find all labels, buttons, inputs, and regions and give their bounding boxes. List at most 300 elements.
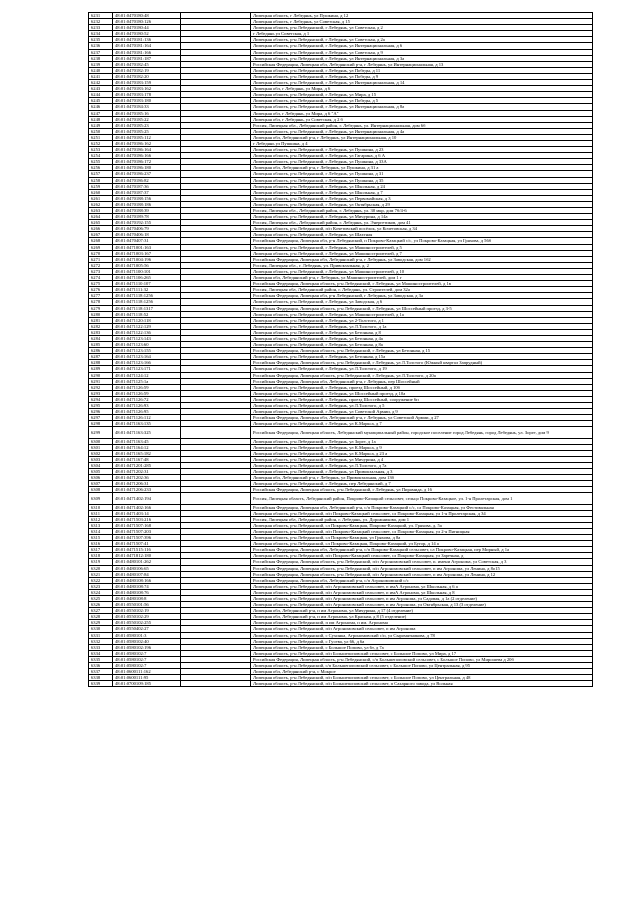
cadastral-number-cell: 48:01:0471123:143: [113, 335, 181, 341]
row-number-cell: 6271: [89, 256, 113, 262]
cadastral-number-cell: 48:01:0470183:180: [113, 98, 181, 104]
address-cell: Липецкая область, р-н Лебедянский, п/п Агрономовский сельсовет, п им Агронома, ул Октябрьская, д 13 (3 отделение): [251, 602, 593, 608]
address-cell: Российская Федерация, Липецкая область, р-н Лебедянский, г Лебедянь, ул Л.Толстого, д 20а: [251, 372, 593, 378]
cadastral-number-cell: 48:01:0470186:237: [113, 171, 181, 177]
row-number-cell: 6266: [89, 226, 113, 232]
row-number-cell: 6327: [89, 608, 113, 614]
address-cell: Липецкая область, р-н Лебедянский, сл Покрово-Казацкая, Покрово-Казацкий, ул. Гряхова, д. 5а: [251, 522, 593, 528]
cadastral-number-cell: 48:01:0470185:112: [113, 134, 181, 140]
cadastral-number-cell: 48:01:0470188:39: [113, 208, 181, 214]
cadastral-number-cell: 48:01:0470186:180: [113, 165, 181, 171]
row-number-cell: 6235: [89, 37, 113, 43]
cadastral-number-cell: 48:01:0471402:166: [113, 504, 181, 510]
address-cell: Российская Федерация, Липецкая область, Лебедянский муниципальный район, городское поселение город Лебедянь, город Лебедянь, ул. Зорге, дом 9: [251, 427, 593, 438]
row-number-cell: 6306: [89, 475, 113, 481]
row-number-cell: 6262: [89, 201, 113, 207]
row-number-cell: 6257: [89, 171, 113, 177]
row-number-cell: 6339: [89, 681, 113, 687]
address-cell: Липецкая обл, Лебедянский р-н, г Лебедянь, ул Машиностроителей, дом 1 г: [251, 275, 593, 281]
cadastral-number-cell: 48:01:0471106:265: [113, 275, 181, 281]
address-cell: Липецкая обл, г Лебедянь, ул Мира, д 6: [251, 86, 593, 92]
address-cell: Липецкая область, р-н Лебедянский, г Лебедянь, проезд Шоссейный, д 10б: [251, 384, 593, 390]
address-cell: Липецкая область, р-н Лебедянский, сл Покрово-Казацкая, Покрово-Казацкий, ул Бугор, д 14 а: [251, 541, 593, 547]
address-cell: Россия, Липецкая обл., Лебедянский район, г. Лебедянь, ул. 30 мкр, дом 7б/4-6: [251, 208, 593, 214]
address-cell: Липецкая область, р-н Лебедянский, г Лебедянь, ул Зорге, д 1а: [251, 438, 593, 444]
row-number-cell: 6338: [89, 675, 113, 681]
row-number-cell: 6283: [89, 329, 113, 335]
row-number-cell: 6315: [89, 535, 113, 541]
address-cell: Российская Федерация, Липецкая обл, Лебедянский р-н, г Лебедянь, ул Заводская, дом 1б2: [251, 256, 593, 262]
row-number-cell: 6277: [89, 293, 113, 299]
address-cell: Липецкая область, р-н Лебедянский, п/п Агрономовский сельсовет, п имА Агронома, ул Школьная, д 6 а: [251, 583, 593, 589]
row-number-cell: 6324: [89, 589, 113, 595]
cadastral-number-cell: 48:01:0471123:164: [113, 354, 181, 360]
cadastral-number-cell: 48:01:0471001:163: [113, 244, 181, 250]
cadastral-number-cell: 48:01:0470186:172: [113, 159, 181, 165]
address-cell: Липецкая обл, г Лебедянь, ул Советская, д 2 б: [251, 116, 593, 122]
cadastral-number-cell: 48:01:0471201:285: [113, 462, 181, 468]
empty-cell: [181, 493, 251, 504]
row-number-cell: 6308: [89, 487, 113, 493]
address-cell: Липецкая область, р-н Лебедянский, п/п Агрономовский сельсовет, п имА Агронома, ул Школьная, д 8: [251, 589, 593, 595]
row-number-cell: 6276: [89, 287, 113, 293]
row-number-cell: 6291: [89, 378, 113, 384]
address-cell: Липецкая область, р-н Лебедянский, г Лебедянь, ул Бетонная, д 15а: [251, 354, 593, 360]
row-number-cell: 6259: [89, 183, 113, 189]
cadastral-number-cell: 48:01:0470182:19: [113, 67, 181, 73]
cadastral-number-cell: 48:01:0471126:95: [113, 409, 181, 415]
address-cell: Липецкая область, р-н Лебедянский, г Лебедянь, ул Мира, д 15: [251, 92, 593, 98]
cadastral-number-cell: 48:01:0471124:12: [113, 372, 181, 378]
address-cell: Липецкая обл, г Лебедянь, ул Мира, д 6 "А": [251, 110, 593, 116]
row-number-cell: 6238: [89, 55, 113, 61]
address-cell: Российская Федерация, Липецкая область, р-н Лебедянский, г Лебедянь, ул Шоссейный проезд, д 3-5: [251, 305, 593, 311]
row-number-cell: 6234: [89, 31, 113, 37]
row-number-cell: 6239: [89, 61, 113, 67]
address-cell: Липецкая область, р-н Лебедянский, г Лебедянь, пер Лебедянский, д 7: [251, 481, 593, 487]
address-cell: Липецкая обл, Лебедянский р-н, п им Агронома, ул Мичурина, д 17 (4 отделение): [251, 608, 593, 614]
address-cell: Липецкая область, р-н Лебедянский, г Лебедянь, ул Интернациональная, д 14: [251, 80, 593, 86]
address-cell: Российская Федерация, Липецкая область, р-н Лебедянский, г Лебедянь, ул Пирамида, д 16: [251, 487, 593, 493]
row-number-cell: 6322: [89, 577, 113, 583]
address-cell: Липецкая область, р-н Лебедянский, г Лебедянь, ул Победы, д 9: [251, 73, 593, 79]
address-cell: Липецкая область, г Лебедянь, ул Советская, д 15: [251, 19, 593, 25]
cadastral-number-cell: 48:01:0480107:84: [113, 571, 181, 577]
address-cell: Липецкая область, р-н Лебедянский, г Лебедянь, ул Пушкина, д 35: [251, 177, 593, 183]
address-cell: Липецкая область, р-н Лебедянский, г Лебедянь, ул Л.Толстого, д 19: [251, 366, 593, 372]
address-cell: Россия, Липецкая обл, Лебедянский район, г. Лебедянь, ул. Дорожникова, дом 1: [251, 516, 593, 522]
cadastral-number-cell: 48:01:0470181:164: [113, 43, 181, 49]
cadastral-number-cell: 48:01:0470186:162: [113, 140, 181, 146]
row-number-cell: 6247: [89, 110, 113, 116]
cadastral-number-cell: 48:01:0471206:31: [113, 481, 181, 487]
registry-table-body: [89, 13, 593, 687]
row-number-cell: 6254: [89, 153, 113, 159]
address-cell: Липецкая область, р-н Лебедянский, г Лебедянь, ул Интернациональная, д 8а: [251, 104, 593, 110]
address-cell: Липецкая область, р-н Лебедянский, г Лебедянь, ул Шоссейный проезд, д 10а: [251, 390, 593, 396]
address-cell: Российская Федерация, Липецкая область, р-н Лебедянский, п/п Агрономовский сельсовет, п им Агронома, ул Ленина, д 8о15: [251, 565, 593, 571]
row-number-cell: 6275: [89, 281, 113, 287]
cadastral-number-cell: 48:01:0470180:48: [113, 13, 181, 19]
address-cell: Липецкая область, р-н Лебедянский, п/п Большепоповский сельсовет, с Большое Попово, ул Центральная, д 48: [251, 675, 593, 681]
address-cell: Липецкая область, р-н Лебедянский, п/п Агрономовский сельсовет, п им Агронома, ул Садовая, д 1а (2 отделение): [251, 596, 593, 602]
address-cell: Липецкая обл, Лебедянский р-н, г Лебедянь, ул Привокзальная, дом 13б: [251, 475, 593, 481]
row-number-cell: 6280: [89, 311, 113, 317]
row-number-cell: 6244: [89, 92, 113, 98]
address-cell: Липецкая область, р-н Лебедянский, г Лебедянь, ул Школьная, д 7: [251, 189, 593, 195]
address-cell: Российская Федерация, Липецкая область, р-н Лебедянский, г Лебедянь, ул Машиностроителей, д 1в: [251, 281, 593, 287]
cadastral-number-cell: 48:01:0471122:129: [113, 323, 181, 329]
address-cell: Липецкая обл, Лебедянский р-н, с Мокрое: [251, 669, 593, 675]
address-cell: Липецкая область, р-н Лебедянский, г Лебедянь, ул Первомайская, д 3: [251, 195, 593, 201]
row-number-cell: 6237: [89, 49, 113, 55]
cadastral-number-cell: 48:01:0470186:164: [113, 147, 181, 153]
cadastral-number-cell: 48:01:0470407:31: [113, 238, 181, 244]
cadastral-number-cell: 48:01:0471118:1256: [113, 293, 181, 299]
cadastral-number-cell: 48:01:0480108:76: [113, 589, 181, 595]
cadastral-number-cell: 48:01:0471126:59: [113, 390, 181, 396]
row-number-cell: 6300: [89, 438, 113, 444]
cadastral-number-cell: 48:01:0480108:166: [113, 577, 181, 583]
cadastral-number-cell: 48:01:0600111:95: [113, 675, 181, 681]
cadastral-number-cell: 48:01:0471122:136: [113, 329, 181, 335]
address-cell: Липецкая область, р-н Лебедянский, г Лебедянь, ул Шахтная: [251, 232, 593, 238]
cadastral-number-cell: 48:01:0480108:8: [113, 596, 181, 602]
address-cell: Липецкая область, р-н Лебедянский, г Лебедянь, ул Машиностроителей, д 5: [251, 244, 593, 250]
address-cell: Липецкая область, р-н Лебедянский, г Лебедянь, ул Победы, д 11: [251, 67, 593, 73]
address-cell: Российская Федерация, Липецкая обл, Лебедянский р-н, с/п Агрономовский с/с: [251, 577, 593, 583]
cadastral-number-cell: 48:01:0471126:93: [113, 403, 181, 409]
address-cell: Липецкая область, р-н Лебедянский, г Лебедянь, ул Заводская, д 6: [251, 299, 593, 305]
address-cell: Липецкая область, р-н Лебедянский, п/п Кочетовский посёлок, ул Кочетовская, д 34: [251, 226, 593, 232]
address-cell: Липецкая область, р-н Лебедянский, п/п Агрономовский сельсовет, п им Агронома: [251, 626, 593, 632]
cadastral-number-cell: 48:01:0471123:155: [113, 348, 181, 354]
address-cell: Липецкая обл, Лебедянский р-н, г Лебедянь, ул Пушкина, д 31 а: [251, 165, 593, 171]
cadastral-number-cell: 48:01:0580102:7: [113, 663, 181, 669]
address-cell: Российская Федерация, Липецкая обл, Лебедянский р-н, с/п Покрово-Казацкий с/с, сл Покрово-Казацкая, ул Фестивальная: [251, 504, 593, 510]
row-number-cell: 6236: [89, 43, 113, 49]
row-number-cell: 6248: [89, 116, 113, 122]
cadastral-number-cell: 48:01:0470180:52: [113, 31, 181, 37]
address-cell: Российская Федерация, Липецкая обл, Лебедянский р-н, г Лебедянь, ул Интернациональная, д 13: [251, 61, 593, 67]
row-number-cell: 6279: [89, 305, 113, 311]
cadastral-number-cell: 48:01:0471003:167: [113, 250, 181, 256]
address-cell: Липецкая область, р-н Лебедянский, п им Агронома, п им. Агронома: [251, 620, 593, 626]
cadastral-number-cell: 48:01:0470187:36: [113, 183, 181, 189]
row-number-cell: 6292: [89, 384, 113, 390]
address-cell: Липецкая область, р-н Лебедянский, г Лебедянь, ул Бетонная, д 8: [251, 329, 593, 335]
row-number-cell: 6318: [89, 553, 113, 559]
cadastral-number-cell: 48:01:0470182:45: [113, 61, 181, 67]
address-cell: Липецкая область, р-н Лебедянский, г Лебедянь, ул Л.Толстого, д 5: [251, 403, 593, 409]
cadastral-number-cell: 48:01:0470182:20: [113, 73, 181, 79]
cadastral-number-cell: 48:01:0470188:156: [113, 195, 181, 201]
address-cell: Россия, Липецкая обл, Лебедянский район, г. Лебедянь, ул. Строителей, дом 32а: [251, 287, 593, 293]
cadastral-number-cell: 48:01:0471163:325: [113, 427, 181, 438]
row-number-cell: 6243: [89, 86, 113, 92]
row-number-cell: 6231: [89, 13, 113, 19]
address-cell: Липецкая область, р-н Лебедянский, г Лебедянь, ул К.Маркса, д 23 а: [251, 450, 593, 456]
row-number-cell: 6301: [89, 444, 113, 450]
row-number-cell: 6337: [89, 669, 113, 675]
cadastral-number-cell: 48:01:0471202:31: [113, 469, 181, 475]
cadastral-number-cell: 48:01:0471111:32: [113, 287, 181, 293]
row-number-cell: 6281: [89, 317, 113, 323]
row-number-cell: 6325: [89, 596, 113, 602]
cadastral-number-cell: 48:01:0471402:194: [113, 493, 181, 504]
address-cell: Липецкая область, р-н Лебедянский, г Лебедянь, ул Школьная, д 24: [251, 183, 593, 189]
cadastral-number-cell: 48:01:0471118:52: [113, 311, 181, 317]
empty-cell: [181, 681, 251, 687]
row-number-cell: 6233: [89, 25, 113, 31]
row-number-cell: 6286: [89, 348, 113, 354]
row-number-cell: 6299: [89, 427, 113, 438]
address-cell: Липецкая область, р-н Лебедянский, с Гусева, ул 66, д 6а: [251, 638, 593, 644]
cadastral-number-cell: 48:01:0480101:262: [113, 559, 181, 565]
cadastral-number-cell: 48:01:0471126:72: [113, 396, 181, 402]
address-cell: Липецкая область, р-н Лебедянский, г Лебедянь, ул Интернациональная, д 3а: [251, 55, 593, 61]
cadastral-number-cell: 48:01:0470185:16: [113, 110, 181, 116]
cadastral-number-cell: 48:01:0550402:27: [113, 626, 181, 632]
cadastral-number-cell: 48:01:0470406:79: [113, 226, 181, 232]
cadastral-number-cell: 48:01:0470186:166: [113, 153, 181, 159]
row-number-cell: 6332: [89, 638, 113, 644]
cadastral-number-cell: 48:01:0470181:136: [113, 37, 181, 43]
cadastral-number-cell: 48:01:0471123:60: [113, 342, 181, 348]
cadastral-number-cell: 48:01:0470188:186: [113, 201, 181, 207]
row-number-cell: 6249: [89, 122, 113, 128]
row-number-cell: 6304: [89, 462, 113, 468]
row-number-cell: 6288: [89, 360, 113, 366]
address-cell: Российская Федерация, Липецкая обл, р-н Лебедянский, п Покрово-Казацкий с/с, ул Покрово-Казацкая, ул Гряхова, д 56б: [251, 238, 593, 244]
row-number-cell: 6326: [89, 602, 113, 608]
row-number-cell: 6246: [89, 104, 113, 110]
row-number-cell: 6298: [89, 421, 113, 427]
cadastral-number-cell: 48:01:0471100:101: [113, 268, 181, 274]
row-number-cell: 6267: [89, 232, 113, 238]
address-cell: Липецкая область, р-н Лебедянский, г Лебедянь, ул К.Маркса, д 9: [251, 444, 593, 450]
address-cell: г Лебедянь ул Пушкина, д 4: [251, 140, 593, 146]
address-cell: Липецкая область, г Лебедянь, ул Пушкина, д 12: [251, 13, 593, 19]
cadastral-number-cell: 48:01:0471126:59: [113, 384, 181, 390]
address-cell: Липецкая область, р-н Лебедянский, г Лебедянь, ул Пушкина, д 23: [251, 147, 593, 153]
cadastral-number-cell: 48:01:0471118:1256: [113, 299, 181, 305]
address-cell: Липецкая область, р-н Лебедянский, г Лебедянь, ул Интернациональная, д 6: [251, 43, 593, 49]
table-row: [89, 493, 593, 504]
row-number-cell: 6272: [89, 262, 113, 268]
address-cell: Российская Федерация, Липецкая область, р-н Лебедянский, п/п Агрономовский сельсовет, п им Агронома, ул Ленина, д 12: [251, 571, 593, 577]
address-cell: Липецкая область, р-н Лебедянский, г Лебедянь, ул Советская, д 2а: [251, 37, 593, 43]
cadastral-number-cell: 48:01:0471120:118: [113, 317, 181, 323]
cadastral-number-cell: 48:01:0471126:112: [113, 415, 181, 421]
cadastral-number-cell: 48:01:0550101:56: [113, 602, 181, 608]
address-cell: Липецкая область, р-н Лебедянский, г Лебедянь, ул Победы, д 5: [251, 98, 593, 104]
cadastral-number-cell: 48:01:0470183:159: [113, 80, 181, 86]
cadastral-number-cell: 48:01:0471206:233: [113, 487, 181, 493]
address-cell: Липецкая область, р-н Лебедянский, п/п Покрово-Казацкий сельсовет, сл Покрово-Казацкая, ул 2-я Пятницкая: [251, 528, 593, 534]
row-number-cell: 6331: [89, 632, 113, 638]
row-number-cell: 6328: [89, 614, 113, 620]
address-cell: Липецкая область, р-н Лебедянский, с Сухинка, Агрономовский с/п, ул Сыромятникова, д 78: [251, 632, 593, 638]
cadastral-number-cell: 48:01:0471812:180: [113, 553, 181, 559]
address-cell: Россия, Липецкая обл., Лебедянский район, г. Лебедянь, ул. Энергетиков, дом 41: [251, 220, 593, 226]
row-number-cell: 6240: [89, 67, 113, 73]
cadastral-number-cell: 48:01:0580102:7: [113, 656, 181, 662]
row-number-cell: 6333: [89, 644, 113, 650]
row-number-cell: 6313: [89, 522, 113, 528]
row-number-cell: 6268: [89, 238, 113, 244]
cadastral-number-cell: 48:01:0480106:65: [113, 565, 181, 571]
row-number-cell: 6314: [89, 528, 113, 534]
address-cell: Российская Федерация, Липецкая область, р-н Лебедянский, с/п Большепоповский сельсовет, с Большое Попово, ул Мирошева д 20б: [251, 656, 593, 662]
address-cell: Липецкая область, р-н Лебедянский, с Большое Попово, ул 6т, д 7а: [251, 644, 593, 650]
cadastral-number-cell: 48:01:0471515:116: [113, 547, 181, 553]
cadastral-number-cell: 48:01:0550102:29: [113, 614, 181, 620]
row-number-cell: 6263: [89, 208, 113, 214]
row-number-cell: 6296: [89, 409, 113, 415]
row-number-cell: 6242: [89, 80, 113, 86]
address-cell: Липецкая область, р-н Лебедянский, г Лебедянь, ул Мичурина, д 4: [251, 456, 593, 462]
row-number-cell: 6278: [89, 299, 113, 305]
cadastral-number-cell: 48:01:0600111:162: [113, 669, 181, 675]
address-cell: Липецкая область, р-н Лебедянский, п/п Покрово-Казацкий сельсовет, сл Покрово-Казацкая, ул Заречная, д: [251, 553, 593, 559]
cadastral-number-cell: 48:01:0471202:36: [113, 475, 181, 481]
cadastral-number-cell: 48:01:0471403:14: [113, 510, 181, 516]
row-number-cell: 6290: [89, 372, 113, 378]
row-number-cell: 6294: [89, 396, 113, 402]
cadastral-number-cell: 48:01:0700109:185: [113, 681, 181, 687]
address-cell: Липецкая область, р-н Лебедянский, г Лебедянь, ул Машиностроителей, д 1а: [251, 311, 593, 317]
address-cell: Липецкая область, р-н Лебедянский, г Лебедянь, ул Октябрьская, д 29: [251, 201, 593, 207]
row-number-cell: 6317: [89, 547, 113, 553]
address-cell: Россия, Липецкая обл., Лебедянский район, г. Лебедянь, ул. Интернациональная, дом 6б: [251, 122, 593, 128]
row-number-cell: 6295: [89, 403, 113, 409]
row-number-cell: 6289: [89, 366, 113, 372]
address-cell: Липецкая область, р-н Лебедянский, г Лебедянь, ул Интернациональная, д 4а: [251, 128, 593, 134]
cadastral-number-cell: 48:01:0471164:12: [113, 444, 181, 450]
address-cell: Липецкая область, р-н Лебедянский, г Лебедянь, ул Гагарина, д 6 А: [251, 153, 593, 159]
address-cell: Липецкая обл, Лебедянский р-н, г Лебедянь, ул Интернациональная, д 10: [251, 134, 593, 140]
address-cell: Липецкая область, р-н Лебедянский, г Лебедянь, ул Л.Толстого, д 7а: [251, 462, 593, 468]
row-number-cell: 6307: [89, 481, 113, 487]
row-number-cell: 6302: [89, 450, 113, 456]
row-number-cell: 6311: [89, 510, 113, 516]
cadastral-number-cell: 48:01:0471123:166: [113, 360, 181, 366]
address-cell: Липецкая область, р-н Лебедянский, г Лебедянь, ул К.Маркса, д 7: [251, 421, 593, 427]
row-number-cell: 6250: [89, 128, 113, 134]
cadastral-number-cell: 48:01:0471123:171: [113, 366, 181, 372]
empty-cell: [181, 427, 251, 438]
row-number-cell: 6261: [89, 195, 113, 201]
address-cell: г Лебедянь ул Советская, д 1: [251, 31, 593, 37]
cadastral-number-cell: 48:01:0470185:25: [113, 128, 181, 134]
row-number-cell: 6320: [89, 565, 113, 571]
cadastral-number-cell: 48:01:0470185:22: [113, 116, 181, 122]
cadastral-number-cell: 48:01:0471110:107: [113, 281, 181, 287]
address-cell: Липецкая область, р-н Лебедянский, г Лебедянь, ул Пушкина, д 31: [251, 171, 593, 177]
row-number-cell: 6251: [89, 134, 113, 140]
cadastral-number-cell: 48:01:0470406:18: [113, 232, 181, 238]
row-number-cell: 6309: [89, 493, 113, 504]
row-number-cell: 6285: [89, 342, 113, 348]
address-cell: Российская Федерация, Липецкая область, р-н Лебедянский, г Лебедянь, ул Бетонная, д 15: [251, 348, 593, 354]
address-cell: Липецкая область, р-н Лебедянский, г Лебедянь, ул Машиностроителей, д 7: [251, 250, 593, 256]
row-number-cell: 6336: [89, 663, 113, 669]
row-number-cell: 6310: [89, 504, 113, 510]
address-cell: Липецкая область, р-н Лебедянский, г Лебедянь, ул Бетонная, д 8а: [251, 342, 593, 348]
address-cell: Липецкая область, р-н Лебедянский, г Лебедянь, ул Мичурина, д 14а: [251, 214, 593, 220]
row-number-cell: 6269: [89, 244, 113, 250]
address-cell: Российская Федерация, Липецкая область, р-н Лебедянский, п/п Агрономовский сельсовет, п. имени Агронома, ул Советская, д 3: [251, 559, 593, 565]
cadastral-number-cell: 48:01:0471167:48: [113, 456, 181, 462]
row-number-cell: 6265: [89, 220, 113, 226]
cadastral-number-cell: 48:01:0550102:19: [113, 608, 181, 614]
cadastral-number-cell: 48:01:0470186:82: [113, 177, 181, 183]
cadastral-number-cell: 48:01:0470187:37: [113, 189, 181, 195]
row-number-cell: 6260: [89, 189, 113, 195]
row-number-cell: 6297: [89, 415, 113, 421]
cadastral-number-cell: 48:01:0470189:78: [113, 214, 181, 220]
table-row: [89, 427, 593, 438]
cadastral-number-cell: 48:01:0470181:166: [113, 49, 181, 55]
address-cell: Липецкая область, р-н Лебедянский, сл Покрово-Казацкая, ул Гряхова, д 8а: [251, 535, 593, 541]
address-cell: Российская Федерация, Липецкая обл, Лебедянский р-н, с/п Покрово-Казацкий сельсовет, сл Покрово-Казацкая, пер Мирный, д 1а: [251, 547, 593, 553]
address-cell: Российская Федерация, Липецкая обл, Лебедянский р-н, г Лебедянь, ул Советской Армии, д 27: [251, 415, 593, 421]
row-number-cell: 6252: [89, 140, 113, 146]
address-cell: Липецкая область, р-н Лебедянский, п/п Большепоповский сельсовет, с Большое Попово, ул Мира, д 17: [251, 650, 593, 656]
cadastral-number-cell: 48:01:0471118:1317: [113, 305, 181, 311]
cadastral-number-cell: 48:01:0470185:23: [113, 122, 181, 128]
row-number-cell: 6241: [89, 73, 113, 79]
cadastral-number-cell: 48:01:0471004:196: [113, 256, 181, 262]
address-cell: Липецкая область, р-н Лебедянский, г Лебедянь, ул Бетонная, д 4а: [251, 335, 593, 341]
address-cell: Российская Федерация, Липецкая обл, р-н Лебедянский, г Лебедянь, ул Заводская, д 3а: [251, 293, 593, 299]
row-number-cell: 6256: [89, 165, 113, 171]
row-number-cell: 6270: [89, 250, 113, 256]
row-number-cell: 6334: [89, 650, 113, 656]
address-cell: Российская Федерация, Липецкая обл, Лебедянский р-н, г Лебедянь, пер Шоссейный: [251, 378, 593, 384]
address-cell: Российская Федерация, Липецкая область, р-н Лебедянский, г Лебедянь, ул Л.Толстого (Южный квартал Запрудный): [251, 360, 593, 366]
address-cell: Липецкая область, р-н Лебедянский, п/п Покрово-Казацкий сельсовет, сл Покрово-Казацкая, ул 1-я Пролетарская, д 34: [251, 510, 593, 516]
address-cell: Россия, Липецкая обл., г. Лебедянь, ул. Привокзальная, д. 2: [251, 262, 593, 268]
cadastral-number-cell: 48:01:0480108:74: [113, 583, 181, 589]
cadastral-number-cell: 48:01:0550102:255: [113, 620, 181, 626]
cadastral-number-cell: 48:01:0471165:182: [113, 450, 181, 456]
cadastral-number-cell: 48:01:0471507:203: [113, 528, 181, 534]
address-cell: Липецкая область, р-н Лебедянский, г Лебедянь, ул Привокзальная, д 3: [251, 469, 593, 475]
row-number-cell: 6253: [89, 147, 113, 153]
row-number-cell: 6319: [89, 559, 113, 565]
row-number-cell: 6287: [89, 354, 113, 360]
row-number-cell: 6330: [89, 626, 113, 632]
cadastral-number-cell: 48:01:0470180:126: [113, 19, 181, 25]
row-number-cell: 6329: [89, 620, 113, 626]
cadastral-number-cell: 48:01:0471005:56: [113, 262, 181, 268]
table-row: [89, 681, 593, 687]
cadastral-number-cell: 48:01:0471163:45: [113, 438, 181, 444]
address-cell: Липецкая область, р-н Лебедянский, г Лебедянь, проезд Шоссейный, сооружение 6п: [251, 396, 593, 402]
cadastral-number-cell: 48:01:0470181:187: [113, 55, 181, 61]
address-cell: Липецкая область, р-н Лебедянский, г Лебедянь, ул Советская, д 2: [251, 25, 593, 31]
cadastral-number-cell: 48:01:0471507:168: [113, 522, 181, 528]
row-number-cell: 6282: [89, 323, 113, 329]
cadastral-number-cell: 48:01:0580102:196: [113, 644, 181, 650]
address-cell: Липецкая область, р-н Лебедянский, г Лебедянь, ул Советской Армии, д 9: [251, 409, 593, 415]
row-number-cell: 6293: [89, 390, 113, 396]
address-cell: Липецкая область, р-н Лебедянский, г Лебедянь, ул Пушкина, д 33А: [251, 159, 593, 165]
address-cell: Липецкая обл, Лебедянский р-н, п им Агронома, ул Красная, д 8 (5 отделение): [251, 614, 593, 620]
address-cell: Липецкая область, р-н Лебедянский, п/п Большепоповский сельсовет, п Сахарного завода, ул Вольная: [251, 681, 593, 687]
